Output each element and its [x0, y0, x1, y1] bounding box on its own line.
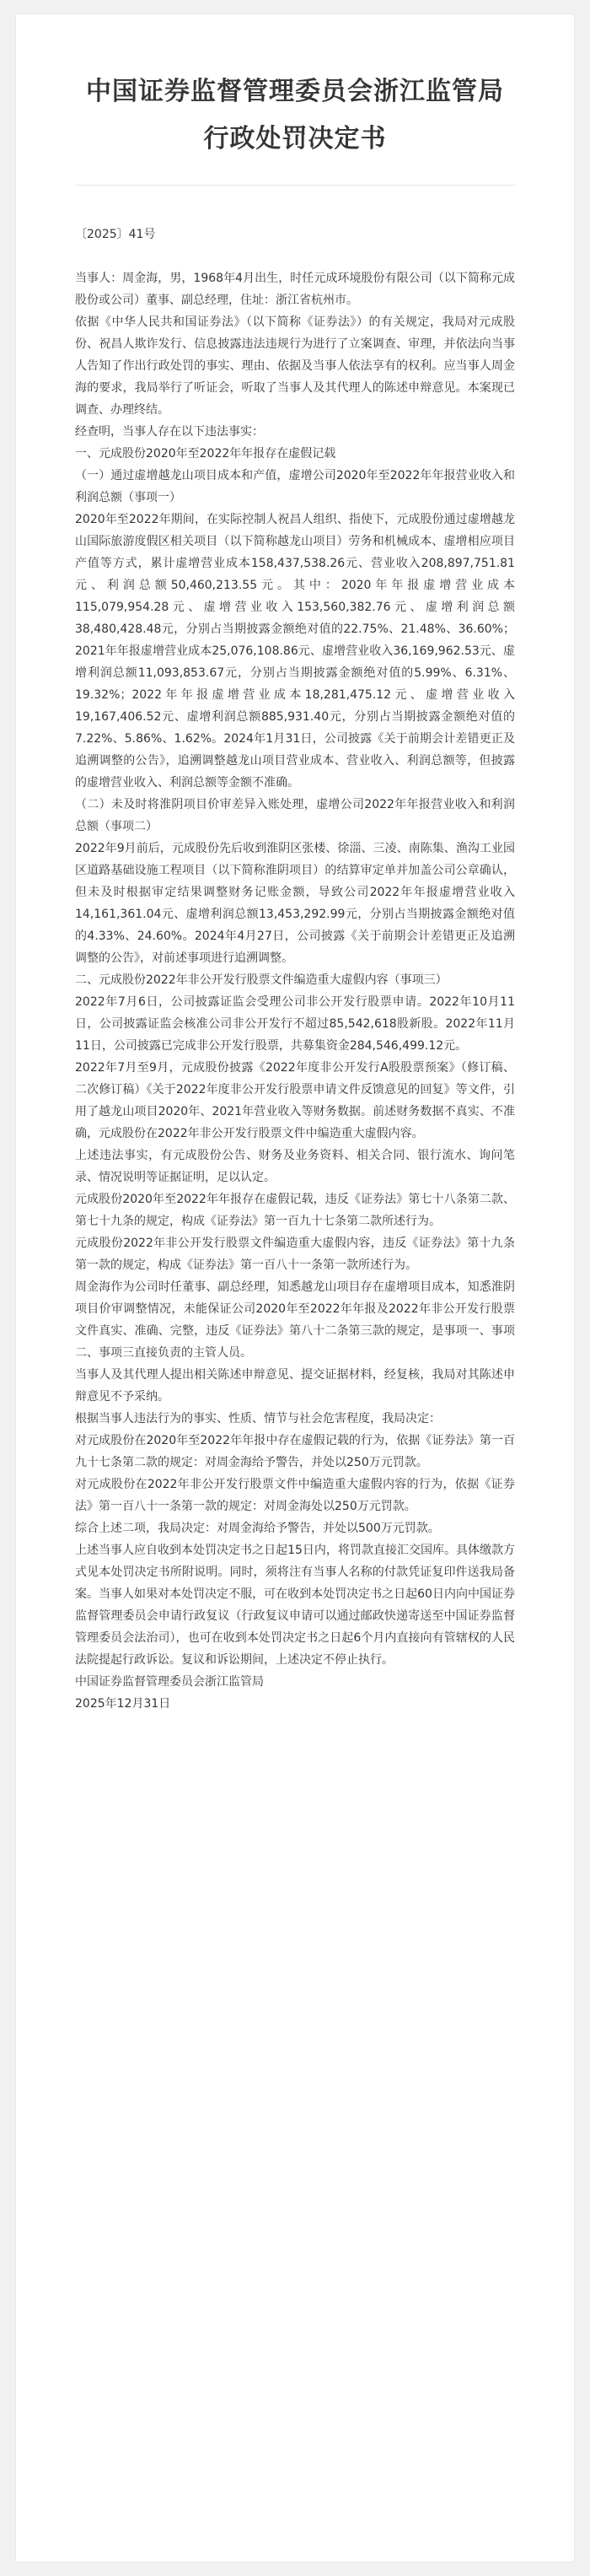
- signature-date: 2025年12月31日: [75, 1697, 171, 1711]
- document-body: [16, 186, 574, 1715]
- page-title: 中国证券监督管理委员会浙江监管局行政处罚决定书: [86, 77, 504, 154]
- paragraph: 上述当事人应自收到本处罚决定书之日起15日内，将罚款直接汇交国库。具体缴款方式见本处罚决定书所附说明。同时，须将注有当事人名称的付款凭证复印件送我局备案。当事人如果对本处罚决定不服，可在收到本处罚决定书之日起60日内向中国证券监督管理委员会申请行政复议（行政复议申请可以通过邮政快递寄送至中国证券监督管理委员会法治司），也可在收到本处罚决定书之日起6个月内直接向有管辖权的人民法院提起行政诉讼。复议和诉讼期间，上述决定不停止执行。: [75, 1544, 515, 1667]
- paragraph: （二）未及时将淮阴项目价审差异入账处理，虚增公司2022年年报营业收入和利润总额（事项二）: [75, 798, 515, 833]
- paragraph: 当事人：周金海，男，1968年4月出生，时任元成环境股份有限公司（以下简称元成股份或公司）董事、副总经理，住址：浙江省杭州市。: [75, 272, 515, 307]
- paragraph: （一）通过虚增越龙山项目成本和产值，虚增公司2020年至2022年年报营业收入和利润总额（事项一）: [75, 469, 515, 504]
- paragraph: 经查明，当事人存在以下违法事实：: [75, 425, 264, 439]
- signature-organization: 中国证券监督管理委员会浙江监管局: [75, 1675, 264, 1689]
- paragraph-list: [75, 267, 515, 1671]
- paragraph: 依据《中华人民共和国证券法》（以下简称《证券法》）的有关规定，我局对元成股份、祝昌人欺诈发行、信息披露违法违规行为进行了立案调查、审理，并依法向当事人告知了作出行政处罚的事实、理由、依据及当事人依法享有的权利。应当事人周金海的要求，我局举行了听证会，听取了当事人及其代理人的陈述申辩意见。本案现已调查、办理终结。: [75, 315, 515, 417]
- paragraph: 当事人及其代理人提出相关陈述申辩意见、提交证据材料，经复核，我局对其陈述申辩意见不予采纳。: [75, 1368, 515, 1404]
- paragraph: 2022年9月前后，元成股份先后收到淮阴区张楼、徐淄、三凌、南陈集、渔沟工业园区道路基础设施工程项目（以下简称淮阴项目）的结算审定单并加盖公司公章确认，但未及时根据审定结果调整财务记账金额，导致公司2022年年报虚增营业收入14,161,361.04元、虚增利润总额13,453,292.99元，分别占当期披露金额绝对值的4.33%、24.60%。2024年4月27日，公司披露《关于前期会计差错更正及追溯调整的公告》，对前述事项进行追溯调整。: [75, 842, 515, 965]
- paragraph: 2020年至2022年期间，在实际控制人祝昌人组织、指使下，元成股份通过虚增越龙山国际旅游度假区相关项目（以下简称越龙山项目）劳务和机械成本、虚增相应项目产值等方式，累计虚增营业成本158,437,538.26元、营业收入208,897,751.81元、利润总额50,460,213.55元。其中：2020年年报虚增营业成本115,079,954.28元、虚增营业收入153,560,382.76元、虚增利润总额38,480,428.48元，分别占当期披露金额绝对值的22.75%、21.48%、36.60%；2021年年报虚增营业成本25,076,108.86元、虚增营业收入36,169,962.53元、虚增利润总额11,093,853.67元，分别占当期披露金额绝对值的5.99%、6.31%、19.32%；2022年年报虚增营业成本18,281,475.12元、虚增营业收入19,167,406.52元、虚增利润总额885,931.40元，分别占当期披露金额绝对值的7.22%、5.86%、1.62%。2024年1月31日，公司披露《关于前期会计差错更正及追溯调整的公告》，追溯调整越龙山项目营业成本、营业收入、利润总额等，但披露的虚增营业收入、利润总额等金额不准确。: [75, 513, 515, 790]
- paragraph: 综合上述二项，我局决定：对周金海给予警告，并处以500万元罚款。: [75, 1522, 440, 1535]
- paragraph: 周金海作为公司时任董事、副总经理，知悉越龙山项目存在虚增项目成本，知悉淮阴项目价审调整情况，未能保证公司2020年至2022年年报及2022年非公开发行股票文件真实、准确、完整，违反《证券法》第八十二条第三款的规定，是事项一、事项二、事项三直接负责的主管人员。: [75, 1280, 515, 1360]
- paragraph: 对元成股份在2022年非公开发行股票文件中编造重大虚假内容的行为，依据《证券法》第一百八十一条第一款的规定：对周金海处以250万元罚款。: [75, 1478, 515, 1513]
- paragraph: 2022年7月6日，公司披露证监会受理公司非公开发行股票申请。2022年10月11日，公司披露证监会核准公司非公开发行不超过85,542,618股新股。2022年11月11日，公司披露已完成非公开发行股票，共募集资金284,546,499.12元。: [75, 995, 515, 1053]
- paragraph: 元成股份2022年非公开发行股票文件编造重大虚假内容，违反《证券法》第十九条第一款的规定，构成《证券法》第一百八十一条第一款所述行为。: [75, 1237, 515, 1272]
- paragraph: 上述违法事实，有元成股份公告、财务及业务资料、相关合同、银行流水、询问笔录、情况说明等证据证明，足以认定。: [75, 1149, 515, 1184]
- paragraph: 2022年7月至9月，元成股份披露《2022年度非公开发行A股股票预案》（修订稿、二次修订稿）《关于2022年度非公开发行股票申请文件反馈意见的回复》等文件，引用了越龙山项目2020年、2021年营业收入等财务数据。前述财务数据不真实、不准确，元成股份在2022年非公开发行股票文件中编造重大虚假内容。: [75, 1061, 515, 1140]
- document-number: 〔2025〕41号: [75, 228, 156, 241]
- paragraph: 一、元成股份2020年至2022年年报存在虚假记载: [75, 447, 336, 461]
- document-card: [15, 13, 575, 2563]
- paragraph: 元成股份2020年至2022年年报存在虚假记载，违反《证券法》第七十八条第二款、第七十九条的规定，构成《证券法》第一百九十七条第二款所述行为。: [75, 1193, 515, 1228]
- paragraph: 二、元成股份2022年非公开发行股票文件编造重大虚假内容（事项三）: [75, 973, 448, 987]
- document-header: [75, 14, 515, 186]
- paragraph: 对元成股份在2020年至2022年年报中存在虚假记载的行为，依据《证券法》第一百九十七条第二款的规定：对周金海给予警告，并处以250万元罚款。: [75, 1434, 515, 1469]
- paragraph: 根据当事人违法行为的事实、性质、情节与社会危害程度，我局决定：: [75, 1412, 441, 1425]
